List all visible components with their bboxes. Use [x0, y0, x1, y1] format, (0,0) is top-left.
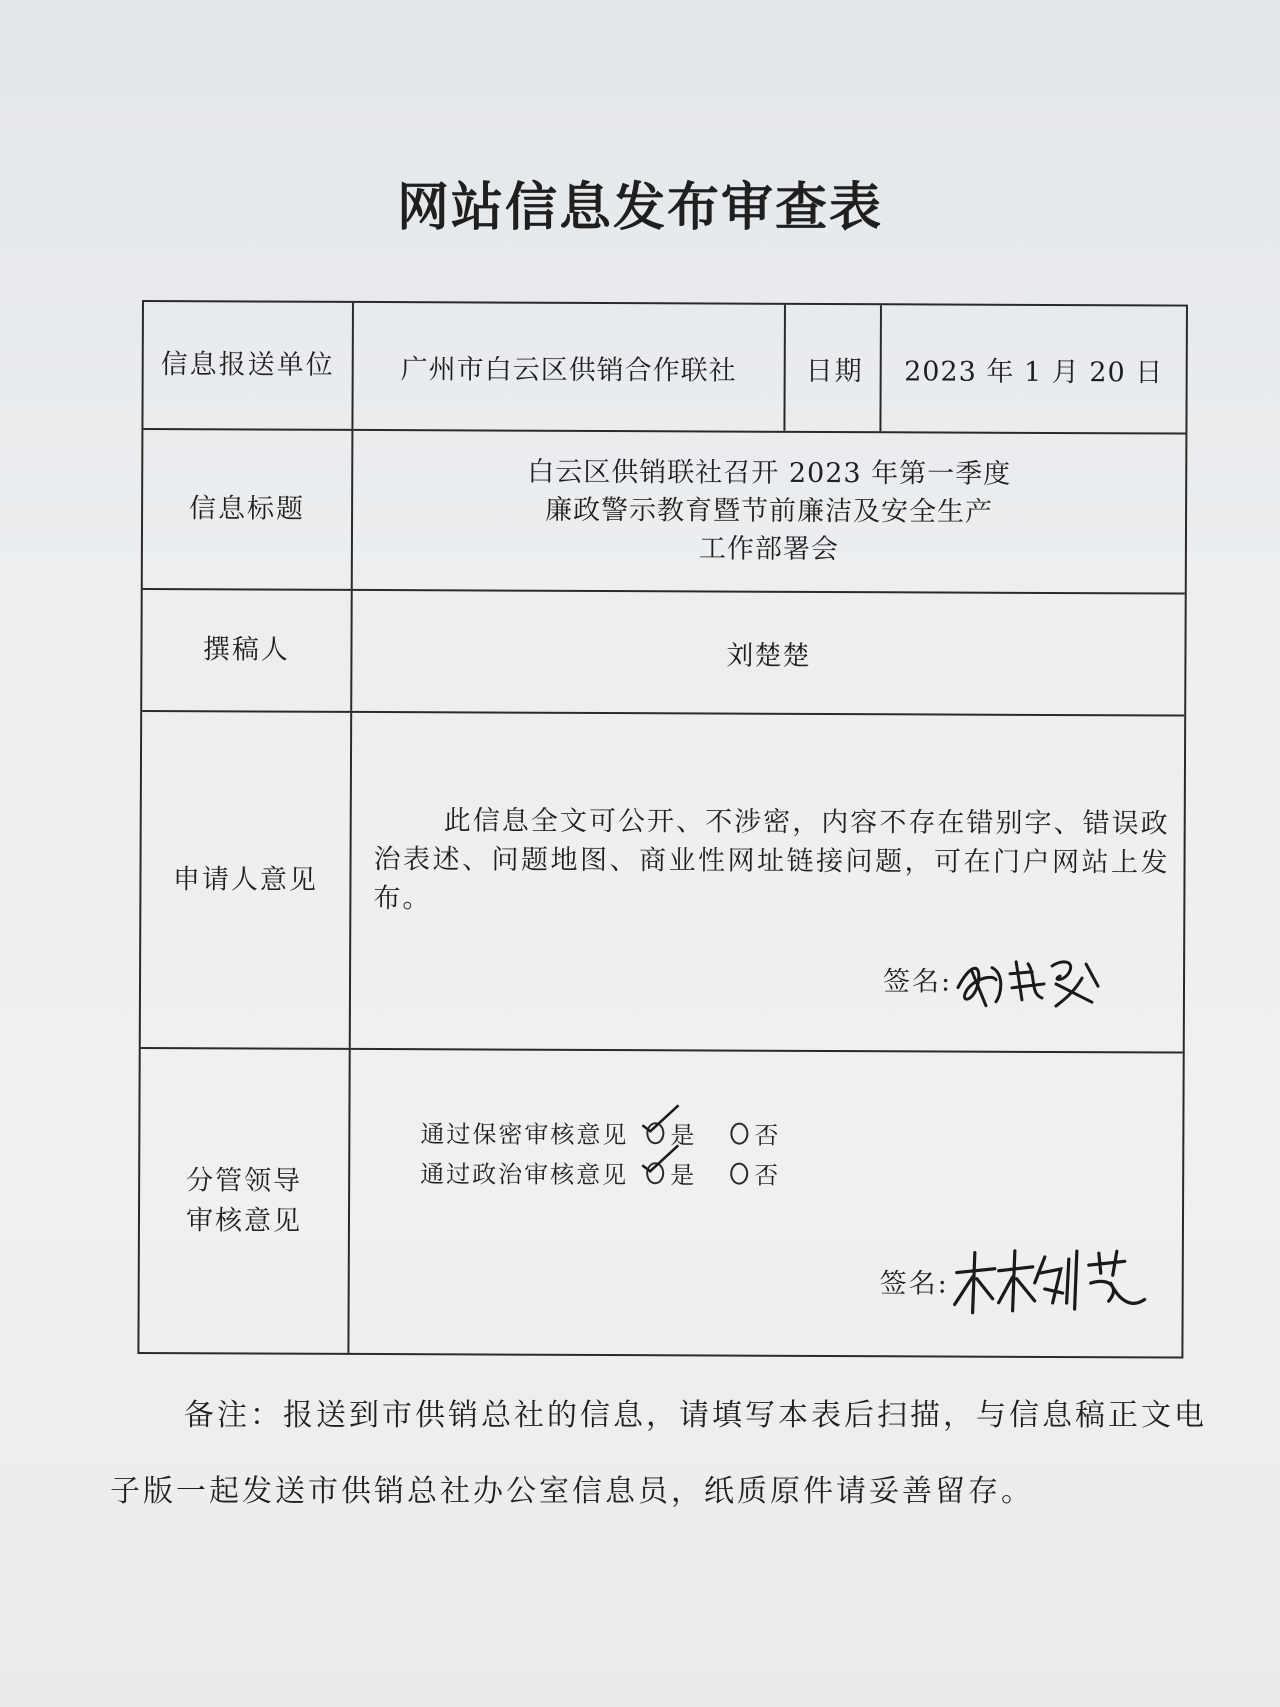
political-review-label: 通过政治审核意见 — [420, 1160, 629, 1190]
label-applicant-opinion: 申请人意见 — [141, 712, 352, 1048]
secrecy-review-line — [420, 1114, 780, 1151]
row-leader-opinion — [139, 1049, 1182, 1357]
row-info-title — [143, 430, 1186, 595]
info-title-line-2: 廉政警示教育暨节前廉洁及安全生产 — [545, 494, 994, 528]
secrecy-review-label: 通过保密审核意见 — [420, 1120, 629, 1150]
applicant-sign-label: 签名: — [882, 965, 953, 998]
checkmark-icon — [640, 1103, 680, 1133]
political-no-option[interactable] — [730, 1156, 780, 1191]
radio-circle-icon — [730, 1122, 748, 1144]
value-author: 刘楚楚 — [726, 640, 811, 672]
political-yes-option[interactable] — [646, 1155, 696, 1190]
value-info-title — [353, 431, 1186, 593]
row-applicant-opinion — [141, 712, 1184, 1054]
secrecy-no-label: 否 — [754, 1121, 781, 1150]
political-no-label: 否 — [754, 1161, 781, 1190]
applicant-signature-mark — [952, 944, 1102, 1015]
info-title-text — [527, 454, 1011, 570]
value-reporting-unit: 广州市白云区供销合作联社 — [353, 303, 786, 431]
row-reporting-unit — [143, 302, 1186, 435]
label-reporting-unit: 信息报送单位 — [143, 302, 354, 429]
review-form-table — [137, 300, 1188, 1359]
label-leader-opinion — [139, 1049, 350, 1353]
label-date: 日期 — [789, 305, 882, 431]
political-yes-label: 是 — [670, 1161, 697, 1190]
label-leader-line-2: 审核意见 — [185, 1204, 303, 1237]
page-title: 网站信息发布审查表 — [396, 177, 883, 238]
footnote-remark: 备注：报送到市供销总社的信息，请填写本表后扫描，与信息稿正文电子版一起发送市供销总社办公室信息员，纸质原件请妥善留存。 — [110, 1398, 1207, 1509]
leader-signature-row — [880, 1242, 1149, 1319]
leader-signature-mark — [949, 1243, 1149, 1320]
secrecy-yes-label: 是 — [670, 1121, 697, 1150]
row-author — [142, 590, 1185, 717]
applicant-signature-row — [883, 943, 1102, 1014]
label-leader-line-1: 分管领导 — [186, 1165, 303, 1198]
applicant-opinion-text: 此信息全文可公开、不涉密，内容不存在错别字、错误政治表述、问题地图、商业性网址链接问题，可在门户网站上发布。 — [373, 805, 1170, 915]
political-review-line — [420, 1154, 780, 1191]
info-title-line-3: 工作部署会 — [698, 533, 839, 565]
label-info-title: 信息标题 — [143, 430, 354, 589]
secrecy-no-option[interactable] — [730, 1116, 780, 1151]
label-author: 撰稿人 — [142, 590, 353, 711]
value-date: 2023 年 1 月 20 日 — [904, 355, 1164, 388]
checkmark-icon — [640, 1143, 680, 1173]
leader-sign-label: 签名: — [879, 1267, 949, 1300]
radio-circle-icon — [730, 1162, 748, 1184]
info-title-line-1: 白云区供销联社召开 2023 年第一季度 — [527, 456, 1012, 491]
